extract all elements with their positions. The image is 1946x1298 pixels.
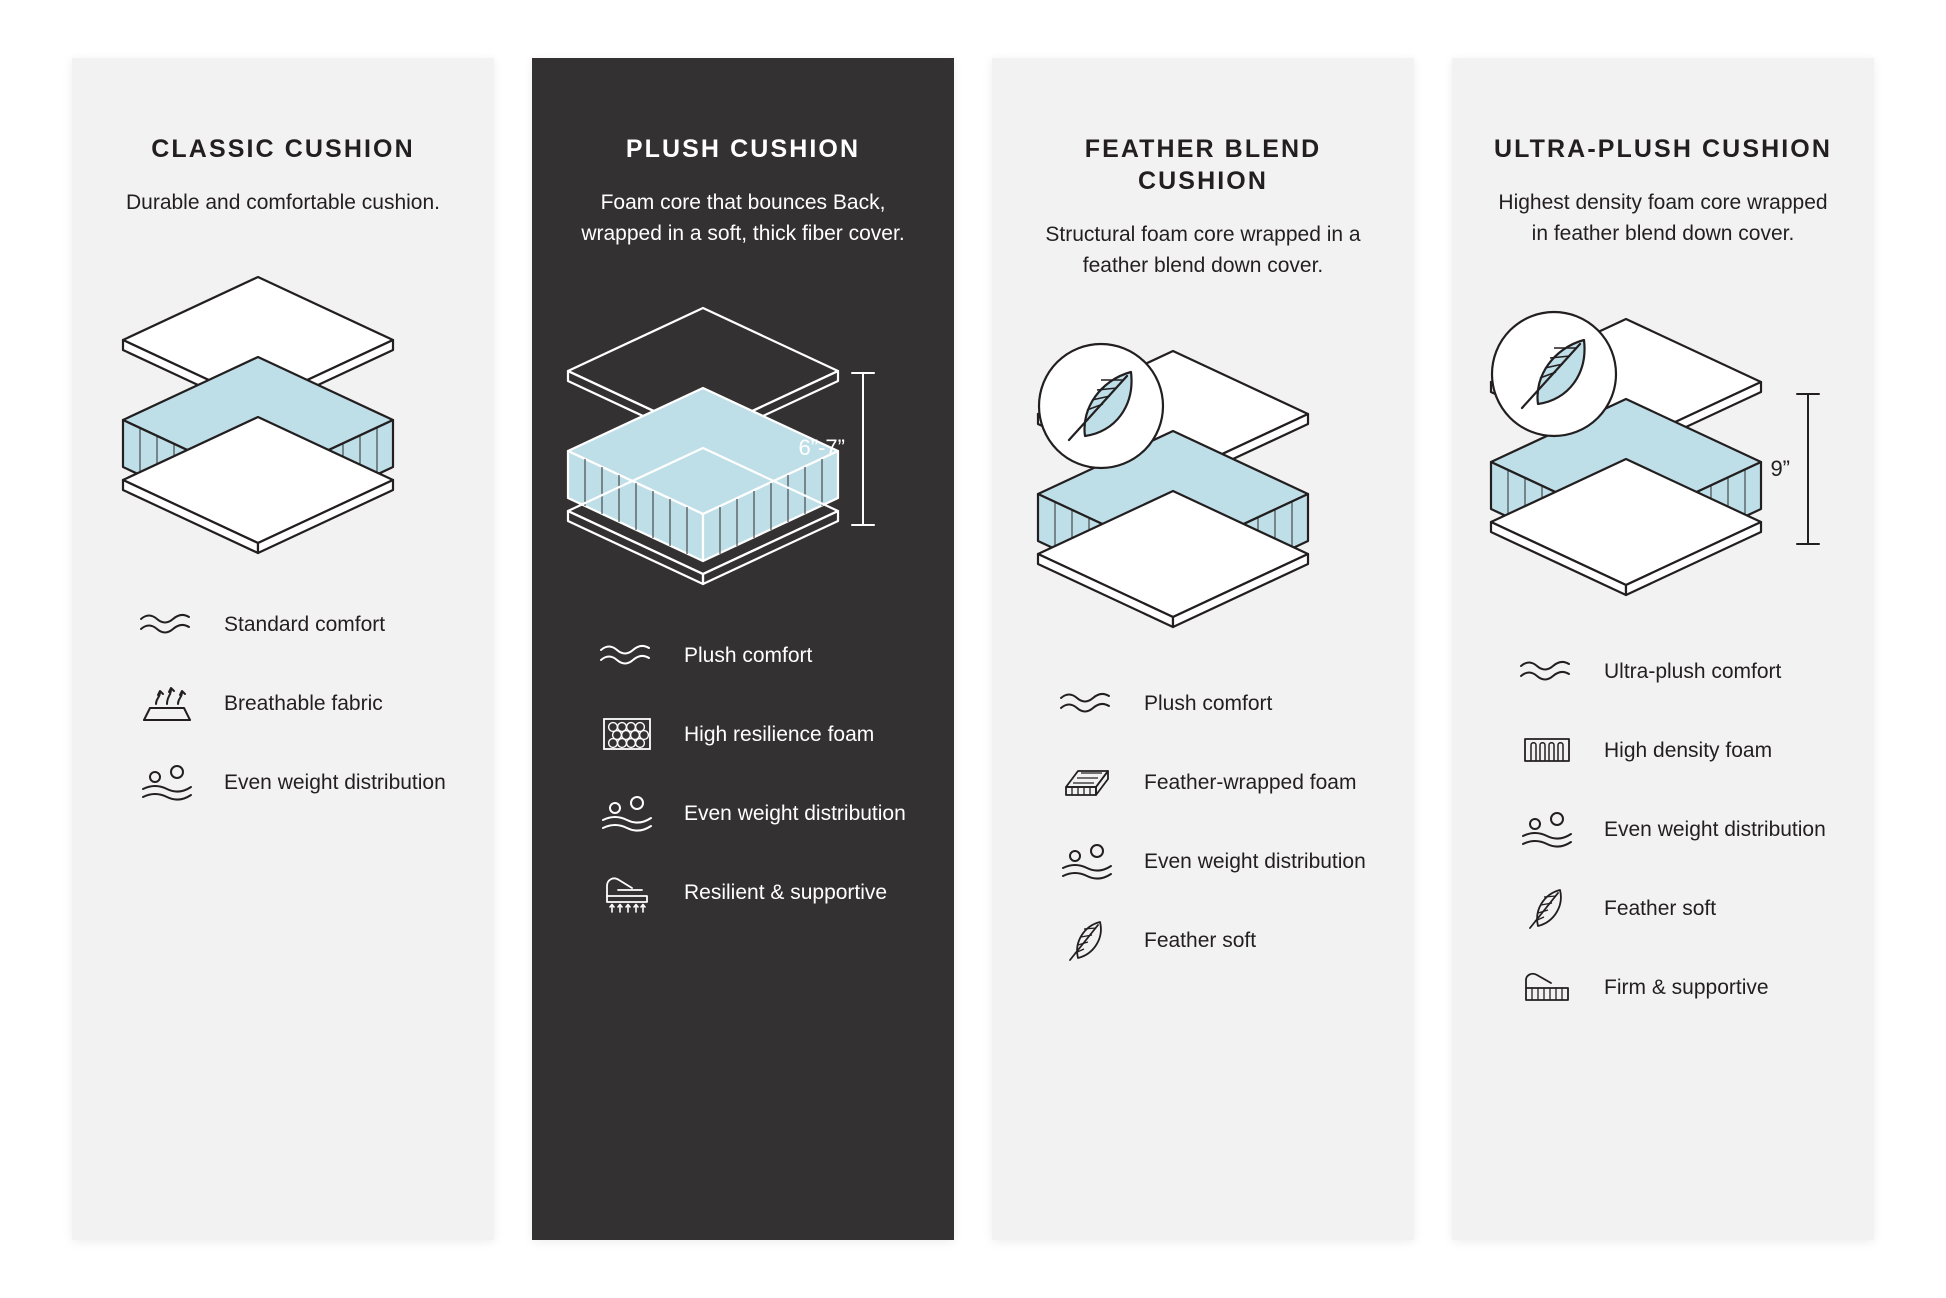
card-description: Foam core that bounces Back, wrapped in a soft, thick fiber cover. [581,191,905,245]
card-description: Structural foam core wrapped in a feather blend down cover. [1045,223,1361,277]
feature-label: Feather-wrapped foam [1144,770,1357,794]
cushion-diagram [532,263,954,623]
feature-item[interactable] [596,708,914,760]
feature-label: Even weight distribution [224,770,446,794]
high-density-foam-icon [1516,724,1578,776]
feature-list [1452,645,1874,1013]
exploded-cushion-illustration [563,293,923,593]
feature-label: Firm & supportive [1604,975,1769,999]
dimension-label: 9” [1770,456,1790,481]
feature-item[interactable] [136,756,454,808]
feature-item[interactable] [1056,677,1374,729]
card-title: CLASSIC CUSHION [151,135,415,163]
feature-item[interactable] [596,629,914,681]
feature-label: Even weight distribution [1144,849,1366,873]
waves-icon [1516,645,1578,697]
feature-list [72,598,494,808]
feature-item[interactable] [596,787,914,839]
exploded-cushion-illustration [1023,336,1383,646]
feature-label: Feather soft [1144,928,1257,952]
feature-list [532,629,954,918]
feature-item[interactable] [1516,961,1834,1013]
feature-item[interactable] [1056,756,1374,808]
feature-label: High density foam [1604,738,1773,762]
feature-item[interactable] [136,598,454,650]
card-plush-cushion[interactable] [532,58,954,1240]
waves-icon [1056,677,1118,729]
leaf-badge-icon [1492,312,1616,436]
breathable-fabric-icon [136,677,198,729]
card-ultra-plush-cushion[interactable] [1452,58,1874,1240]
feature-label: Even weight distribution [684,801,906,825]
leaf-badge-icon [1039,344,1163,468]
feature-item[interactable] [1516,724,1834,776]
card-title: ULTRA-PLUSH CUSHION [1493,135,1833,163]
card-feather-blend-cushion[interactable] [992,58,1414,1240]
cushion-diagram [1452,279,1874,639]
even-weight-icon [596,787,658,839]
card-title: FEATHER BLEND CUSHION [1084,135,1322,195]
dimension-label: 6”-7” [798,435,845,460]
exploded-cushion-illustration [118,262,448,562]
waves-icon [596,629,658,681]
waves-icon [136,598,198,650]
feature-item[interactable] [1056,835,1374,887]
feature-label: Ultra-plush comfort [1604,659,1782,683]
feature-label: Plush comfort [1144,691,1273,715]
card-description: Highest density foam core wrapped in feather blend down cover. [1498,191,1828,245]
feature-item[interactable] [1516,803,1834,855]
feature-item[interactable] [1516,645,1834,697]
card-classic-cushion[interactable] [72,58,494,1240]
feature-label: Plush comfort [684,643,813,667]
card-description: Durable and comfortable cushion. [125,191,440,214]
even-weight-icon [1056,835,1118,887]
feature-label: High resilience foam [684,722,875,746]
feather-icon [1056,914,1118,966]
feature-item[interactable] [1516,882,1834,934]
feather-wrapped-foam-icon [1056,756,1118,808]
feature-label: Breathable fabric [224,691,383,715]
feature-label: Resilient & supportive [684,880,888,904]
feature-list [992,677,1414,966]
feature-item[interactable] [596,866,914,918]
cushion-diagram [992,311,1414,671]
honeycomb-foam-icon [596,708,658,760]
even-weight-icon [136,756,198,808]
feature-item[interactable] [1056,914,1374,966]
even-weight-icon [1516,803,1578,855]
feature-label: Standard comfort [224,612,386,636]
feature-item[interactable] [136,677,454,729]
feather-icon [1516,882,1578,934]
feature-label: Feather soft [1604,896,1717,920]
feature-label: Even weight distribution [1604,817,1826,841]
resilient-support-icon [596,866,658,918]
card-title: PLUSH CUSHION [625,135,861,163]
exploded-cushion-illustration [1478,304,1848,614]
cushion-diagram [72,232,494,592]
firm-support-icon [1516,961,1578,1013]
